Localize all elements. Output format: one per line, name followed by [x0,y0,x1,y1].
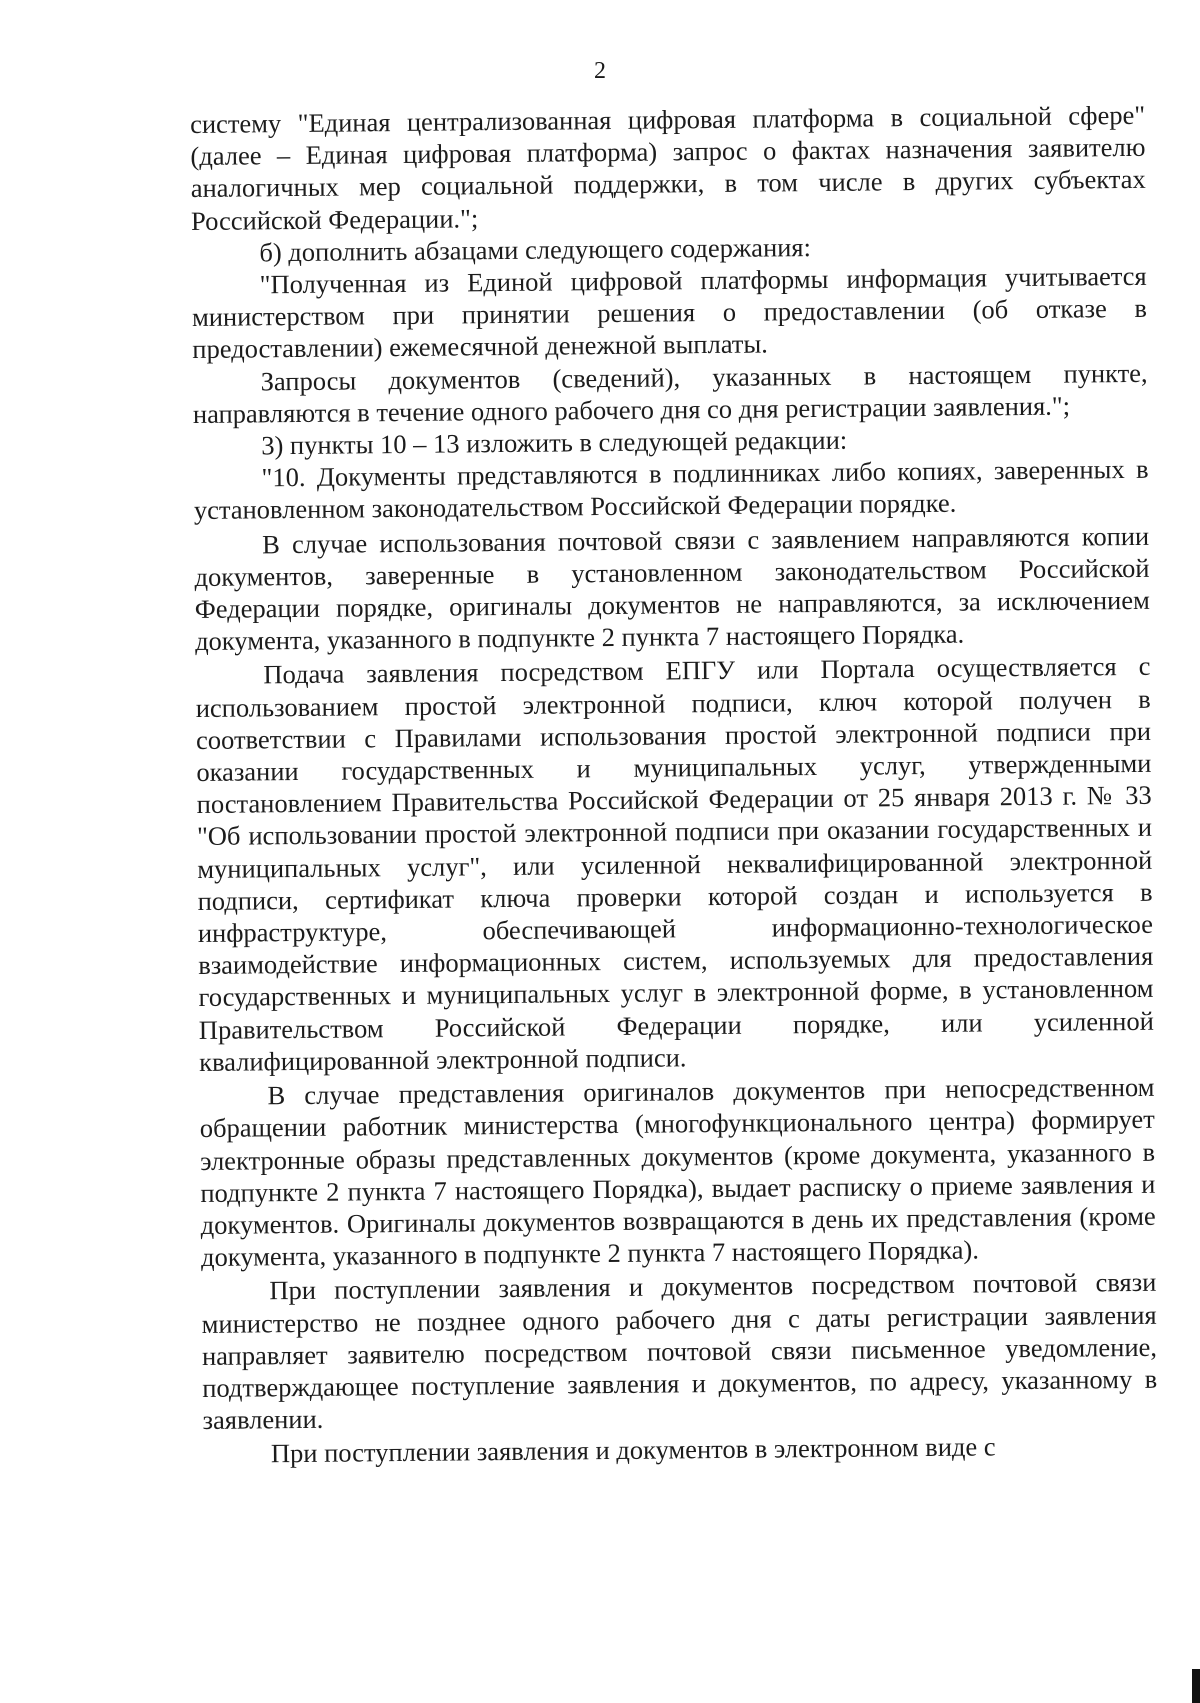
paragraph-3: "Полученная из Единой цифровой платформы информация учитывается министерством при принятии решения о предоставлении (об отказе в предоставлении) ежемесячной денежной выплаты. [191,260,1148,365]
paragraph-2: б) дополнить абзацами следующего содержания: [259,231,812,268]
paragraph-6: "10. Документы представляются в подлинниках либо копиях, заверенных в установленном законодательством Российской Федерации порядке. [193,454,1149,526]
paragraph-4: Запросы документов (сведений), указанных в настоящем пункте, направляются в течение одного рабочего дня со дня регистрации заявления."; [192,357,1148,429]
paragraph-8: Подача заявления посредством ЕПГУ или Портала осуществляется с использованием простой электронной подписи, ключ которой получен в соответствии с Правилами использования простой электронной подписи при оказании государственных и муниципальных услуг, утвержденными постановлением Правительства Российской Федерации от 25 января 2013 г. № 33 "Об использовании простой электронной подписи при оказании государственных и муниципальных услуг", или усиленной неквалифицированной электронной подписи, сертификат ключа проверки которой создан и используется в инфраструктуре, обеспечивающей информационно-технологическое взаимодействие информационных систем, используемых для предоставления государственных и муниципальных услуг в электронной форме, в установленном Правительством Российской Федерации порядке, или усиленной квалифицированной электронной подписи. [195,651,1154,1077]
paragraph-1: систему "Единая централизованная цифровая платформа в социальной сфере" (далее – Единая цифровая платформа) запрос о фактах назначения заявителю аналогичных мер социальной поддержки, в том числе в других субъектах Российской Федерации."; [190,99,1146,236]
scan-edge-mark [1192,1669,1200,1703]
paragraph-11: При поступлении заявления и документов в электронном виде с [270,1431,996,1469]
paragraph-10: При поступлении заявления и документов посредством почтовой связи министерство не позднее одного рабочего дня с даты регистрации заявления направляет заявителю посредством почтовой связи письменное уведомление, подтверждающее поступление заявления и документов, по адресу, указанному в заявлении. [201,1267,1158,1436]
paragraph-7: В случае использования почтовой связи с заявлением направляются копии документов, заверенные в установленном законодательством Российской Федерации порядке, оригиналы документов не направляются, за исключением документа, указанного в подпункте 2 пункта 7 настоящего Порядка. [194,520,1150,657]
document-body [190,99,1158,1471]
paragraph-5: 3) пункты 10 – 13 изложить в следующей редакции: [261,424,848,461]
paragraph-9: В случае представления оригиналов документов при непосредственном обращении работник министерства (многофункционального центра) формирует электронные образы представленных документов (кроме документа, указанного в подпункте 2 пункта 7 настоящего Порядка), выдает расписку о приеме заявления и документов. Оригиналы документов возвращаются в день их представления (кроме документа, указанного в подпункте 2 пункта 7 настоящего Порядка). [199,1071,1156,1273]
page-number: 2 [594,58,606,84]
